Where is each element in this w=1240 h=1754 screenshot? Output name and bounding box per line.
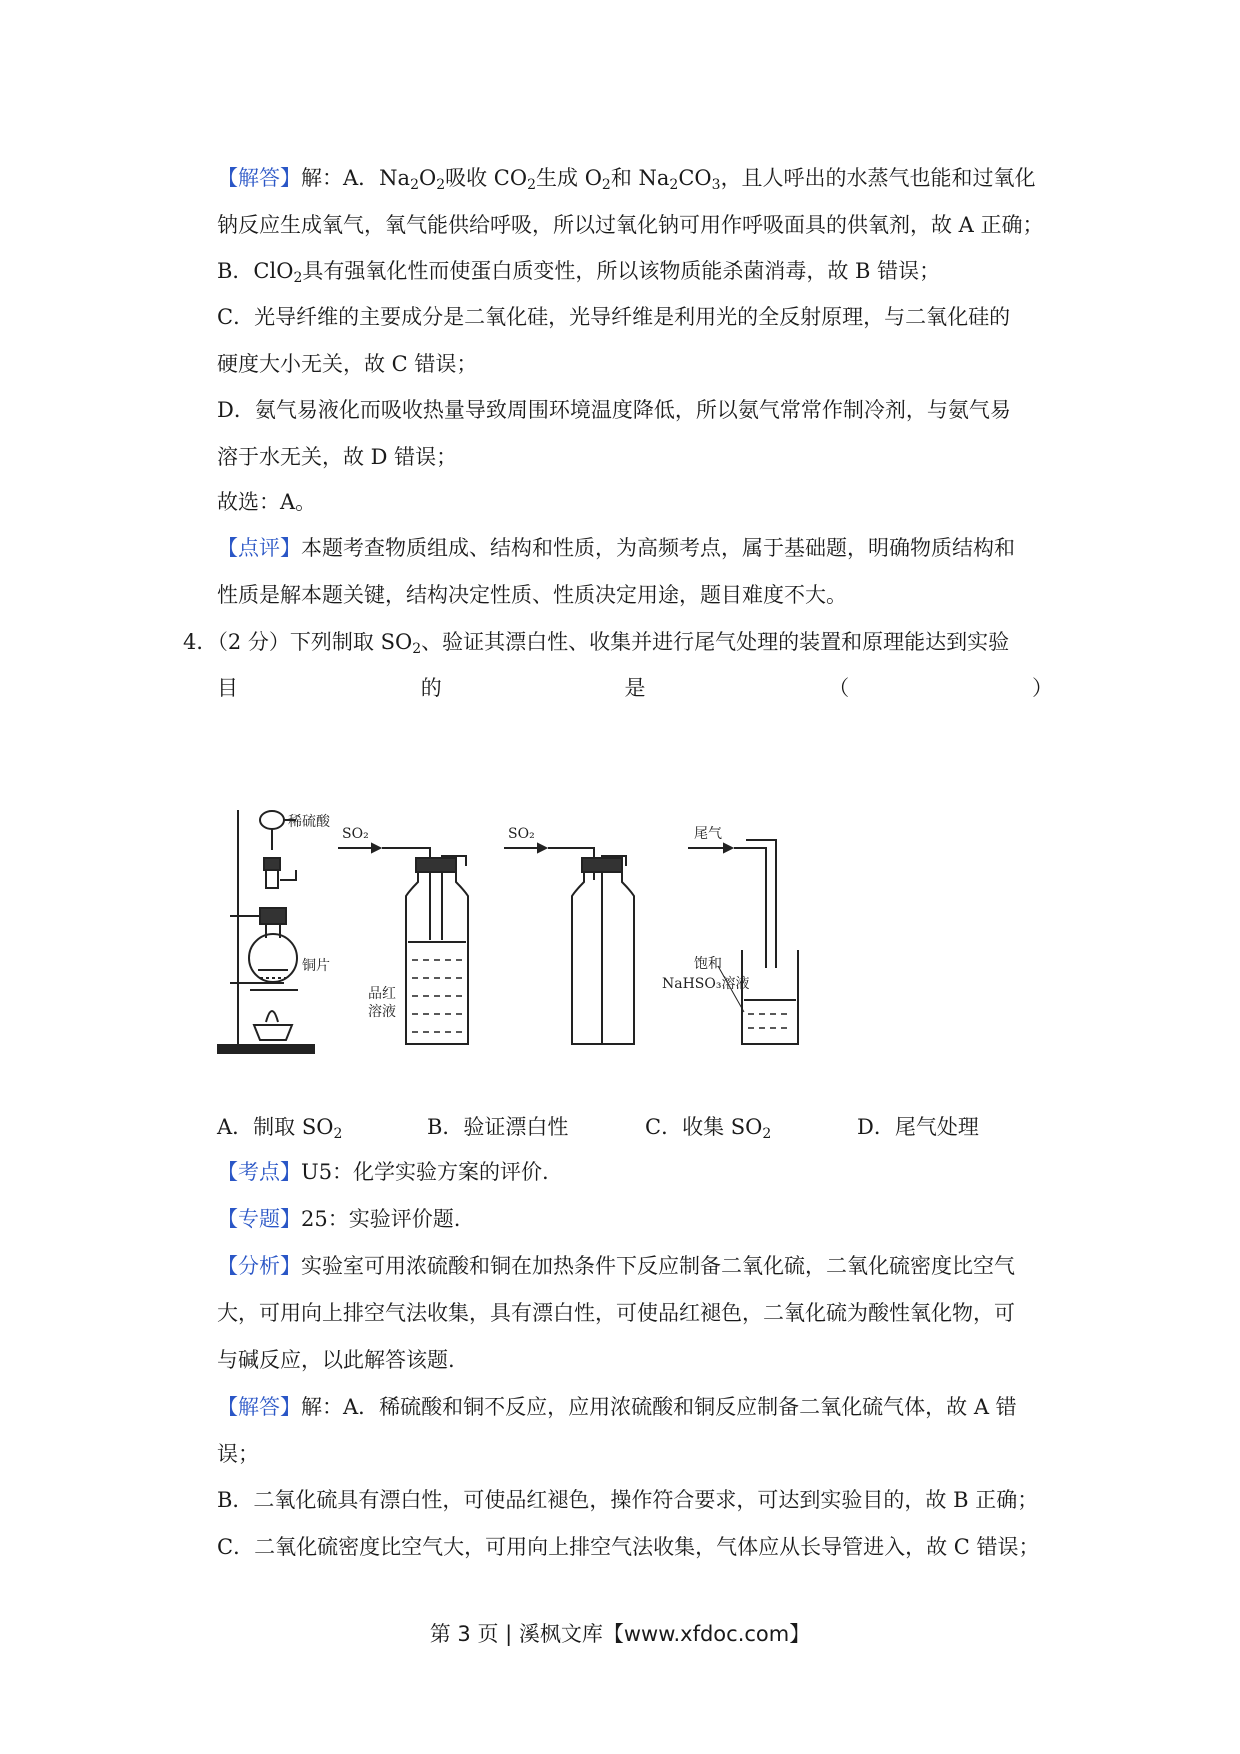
jieda-line-1: 【解答】解：A．稀硫酸和铜不反应，应用浓硫酸和铜反应制备二氧化硫气体，故 A 错: [217, 1395, 1017, 1419]
label-saturated: 饱和: [694, 956, 722, 972]
comment-line-2: 性质是解本题关键，结构决定性质、性质决定用途，题目难度不大。: [217, 583, 847, 607]
jieda-tag: 【解答】: [217, 1395, 301, 1419]
apparatus-figure: [210, 800, 910, 1060]
kaodian-tag: 【考点】: [217, 1160, 301, 1184]
kaodian-line: 【考点】U5：化学实验方案的评价.: [217, 1160, 549, 1184]
page-footer: 第 3 页 | 溪枫文库【www.xfdoc.com】: [429, 1622, 811, 1646]
fenxi-line-2: 大，可用向上排空气法收集，具有漂白性，可使品红褪色，二氧化硫为酸性氧化物，可: [217, 1301, 1015, 1325]
option-a: A．制取 $SO_2$: [217, 1115, 343, 1142]
apparatus-c: [504, 844, 634, 1044]
label-so2-b: SO₂: [342, 826, 369, 842]
answer-line-5: 硬度大小无关，故 C 错误；: [217, 352, 478, 376]
apparatus-d: [688, 840, 798, 1044]
apparatus-b: [338, 844, 468, 1044]
comment-tag: 【点评】: [217, 536, 301, 560]
option-b: B．验证漂白性: [427, 1115, 569, 1139]
answer-tag: 【解答】: [217, 166, 301, 190]
fenxi-line-1: 【分析】实验室可用浓硫酸和铜在加热条件下反应制备二氧化硫，二氧化硫密度比空气: [217, 1254, 1015, 1278]
fenxi-line-3: 与碱反应，以此解答该题.: [217, 1348, 455, 1372]
answer-line-1: 【解答】解：A．$Na_2O_2$吸收 $CO_2$生成 $O_2$和 $Na_2CO_3$，且人呼出的水蒸气也能和过氧化: [217, 166, 1036, 193]
label-pinhong-2: 溶液: [368, 1004, 396, 1020]
option-c: C．收集 $SO_2$: [645, 1115, 772, 1142]
answer-line-7: 溶于水无关，故 D 错误；: [217, 445, 458, 469]
option-d: D．尾气处理: [857, 1115, 979, 1139]
question-4-stem-end: 目 的 是 （ ）: [217, 676, 1053, 700]
label-so2-c: SO₂: [508, 826, 535, 842]
answer-line-4: C．光导纤维的主要成分是二氧化硅，光导纤维是利用光的全反射原理，与二氧化硅的: [217, 305, 1011, 329]
question-4-stem: 4．（2 分）下列制取 $SO_2$、验证其漂白性、收集并进行尾气处理的装置和原理能达到实验: [183, 630, 1010, 657]
jieda-line-2: 误；: [217, 1442, 259, 1466]
fenxi-tag: 【分析】: [217, 1254, 301, 1278]
answer-line-3: B．ClO$_2$具有强氧化性而使蛋白质变性，所以该物质能杀菌消毒，故 B 错误；: [217, 259, 941, 286]
jieda-line-3: B．二氧化硫具有漂白性，可使品红褪色，操作符合要求，可达到实验目的，故 B 正确；: [217, 1488, 1039, 1512]
answer-line-6: D．氨气易液化而吸收热量导致周围环境温度降低，所以氨气常常作制冷剂，与氨气易: [217, 398, 1011, 422]
question-points: （2 分）: [217, 630, 290, 654]
jieda-line-4: C．二氧化硫密度比空气大，可用向上排空气法收集，气体应从长导管进入，故 C 错误；: [217, 1535, 1040, 1559]
label-nahso3: NaHSO₃溶液: [662, 976, 750, 992]
label-dilute-acid: 稀硫酸: [288, 814, 330, 830]
answer-line-2: 钠反应生成氧气，氧气能供给呼吸，所以过氧化钠可用作呼吸面具的供氧剂，故 A 正确；: [217, 213, 1044, 237]
label-pinhong-1: 品红: [368, 986, 396, 1002]
answer-line-8: 故选：A。: [217, 490, 317, 514]
zhuanti-tag: 【专题】: [217, 1207, 301, 1231]
label-copper: 铜片: [302, 958, 330, 974]
question-number: 4．: [183, 630, 218, 654]
comment-line-1: 【点评】本题考查物质组成、结构和性质，为高频考点，属于基础题，明确物质结构和: [217, 536, 1015, 560]
label-tail-gas: 尾气: [694, 826, 722, 842]
zhuanti-line: 【专题】25：实验评价题.: [217, 1207, 461, 1231]
apparatus-a: [218, 810, 314, 1053]
